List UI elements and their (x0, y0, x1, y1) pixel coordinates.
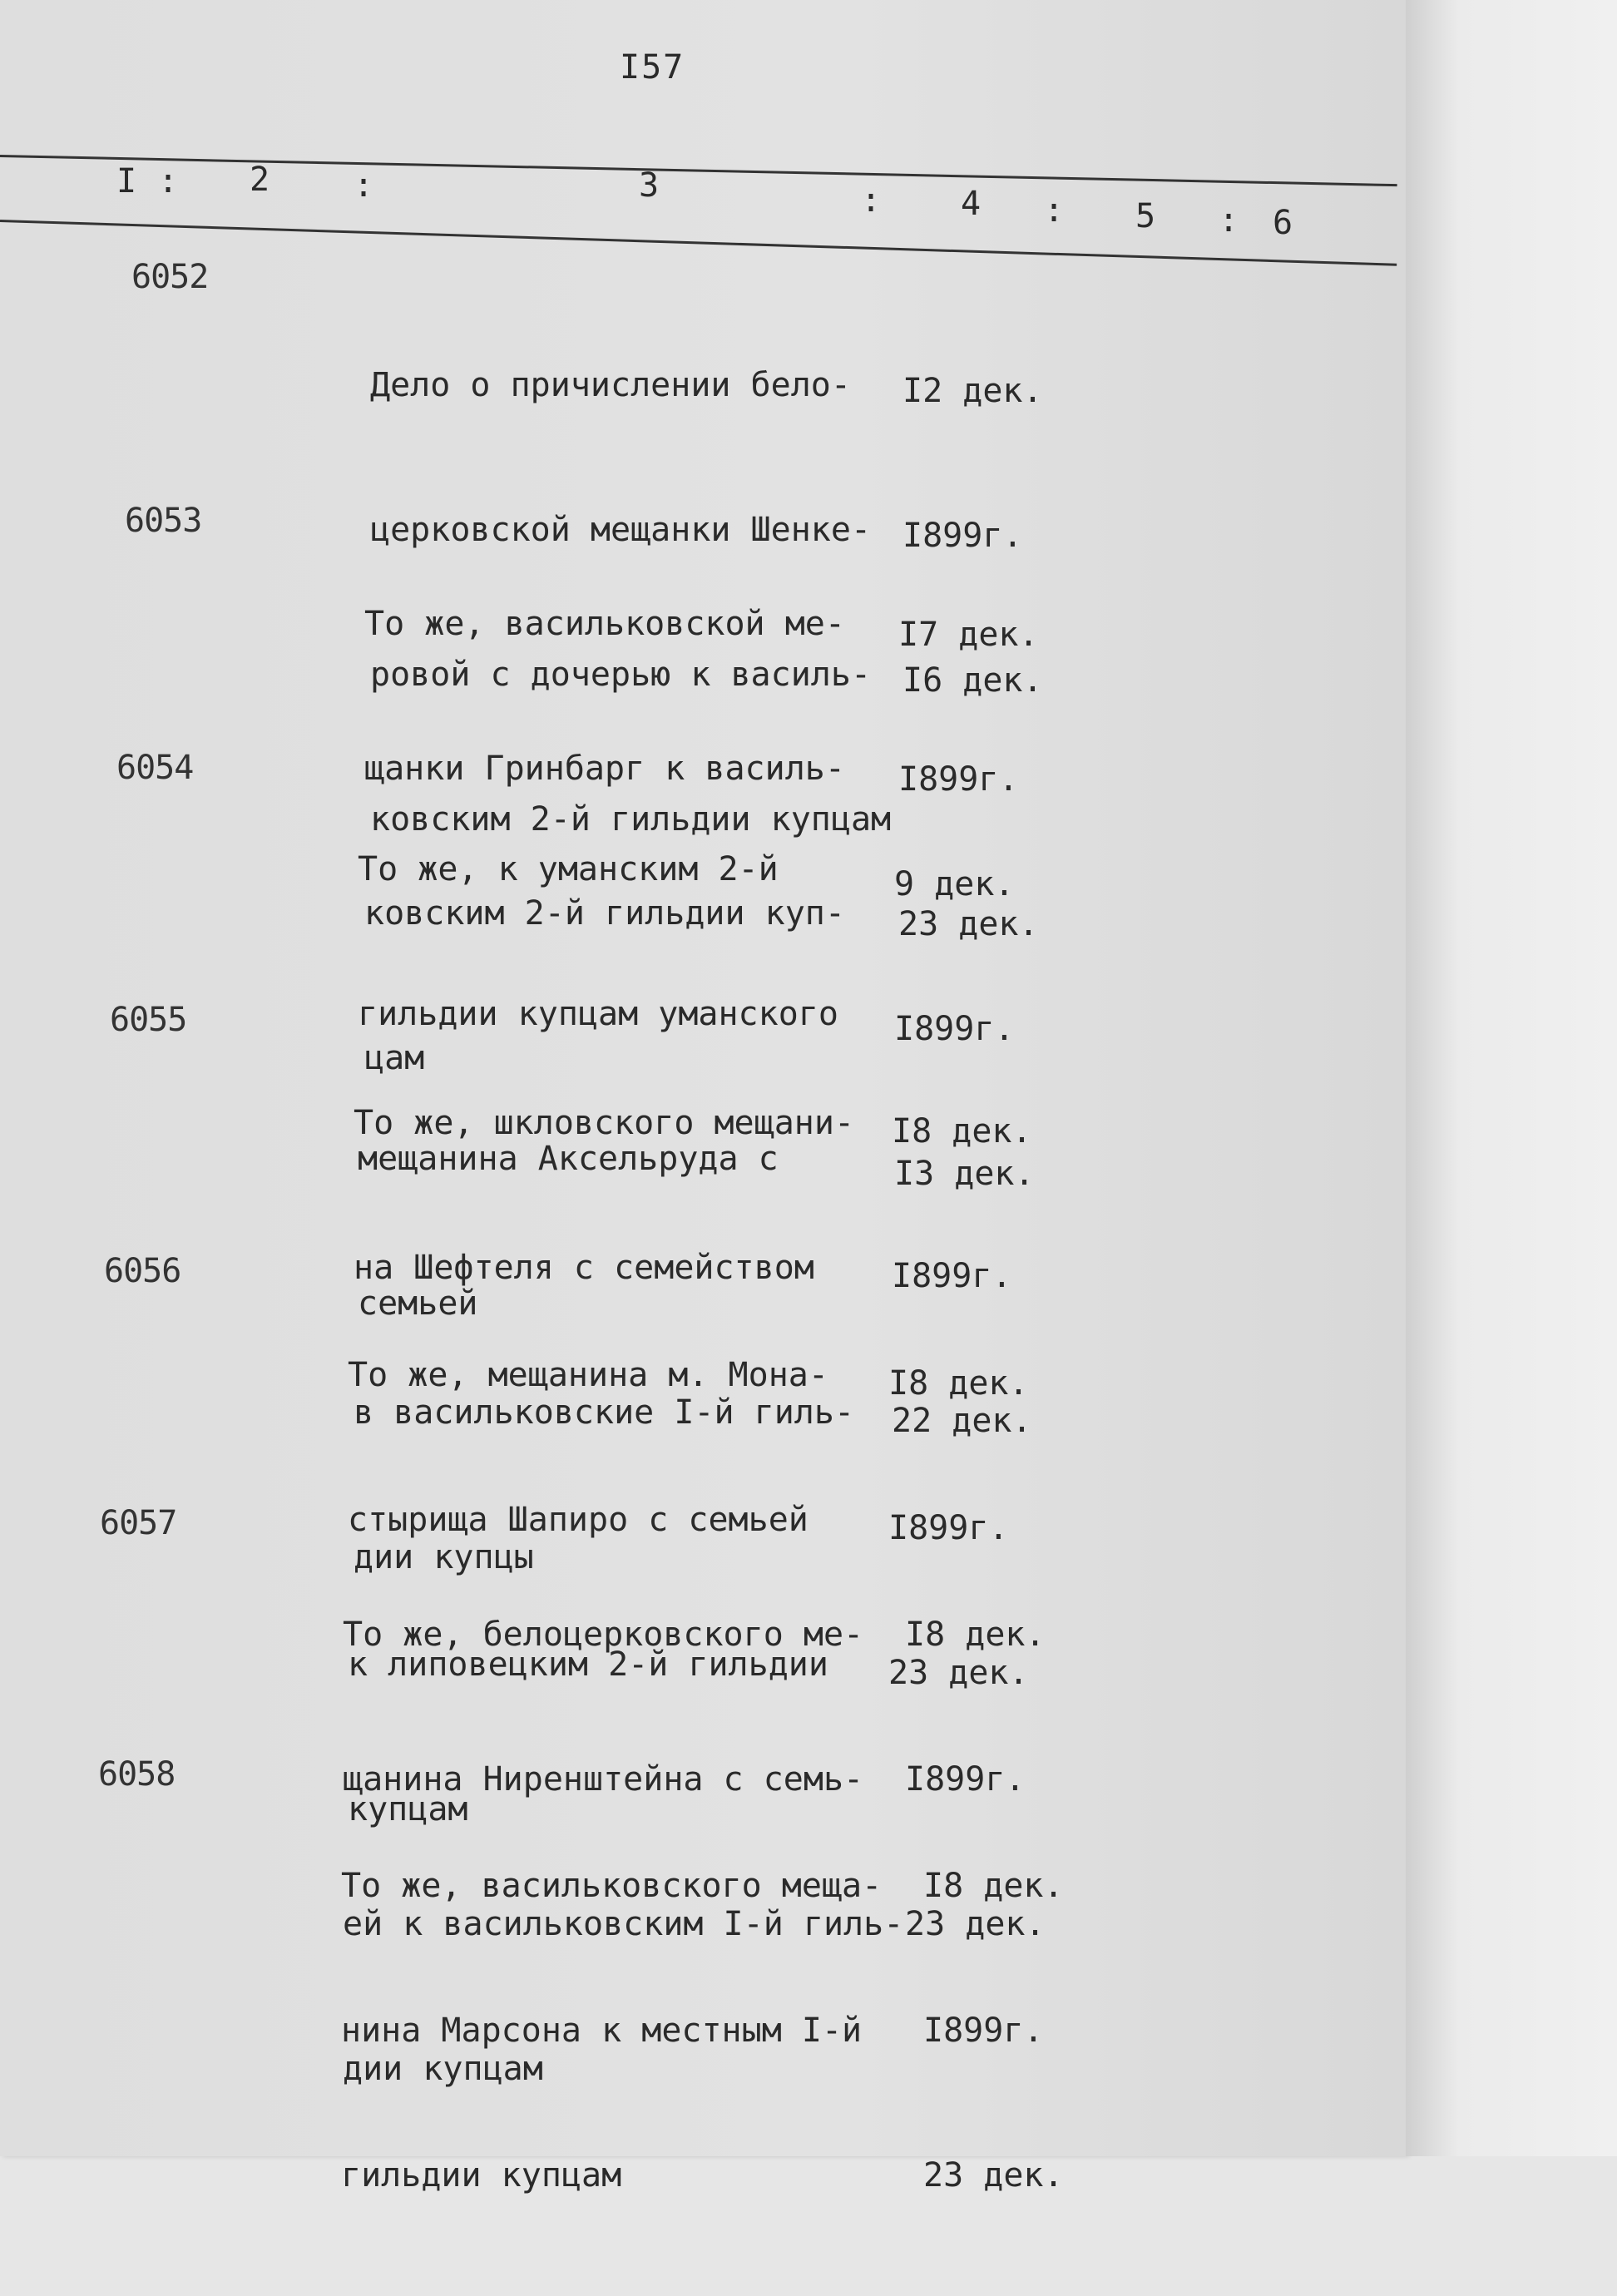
date-end: 22 дек. (892, 1402, 1032, 1440)
description-line: То же, васильковского меща- (341, 1867, 883, 1905)
description-line: мещанина Аксельруда с (358, 1140, 779, 1178)
date-year: I899г. (923, 2011, 1044, 2050)
column-header-separator: : (1219, 201, 1239, 240)
column-header-2: 2 (250, 161, 270, 199)
column-header-5: 5 (1135, 197, 1156, 235)
column-header-separator: : (1044, 191, 1065, 230)
record-number: 6056 (104, 1252, 181, 1290)
column-header-separator: : (354, 166, 374, 205)
date-year: I899г. (894, 1010, 1015, 1048)
date-year: I899г. (888, 1509, 1009, 1547)
description-line: церковской мещанки Шенке- (370, 511, 872, 549)
record-number: 6057 (100, 1504, 177, 1542)
description-line: нина Марсона к местным I-й (341, 2011, 863, 2050)
date-year: I899г. (905, 1760, 1026, 1799)
description-line: гильдии купцам уманского (358, 995, 838, 1033)
column-header-6: 6 (1273, 204, 1293, 242)
date-year: I899г. (898, 760, 1019, 799)
date-end: 23 дек. (888, 1654, 1029, 1692)
date-end: 23 дек. (898, 905, 1039, 943)
description-line: цам (364, 1039, 425, 1077)
description-line: То же, мещанина м. Мона- (348, 1356, 828, 1394)
description-line: ковским 2-й гильдии куп- (364, 894, 845, 933)
date-start: 9 дек. (894, 865, 1015, 903)
record-description (341, 1765, 882, 2296)
description-line: Дело о причислении бело- (370, 366, 851, 404)
description-line: ей к васильковским I-й гиль- (343, 1905, 904, 1943)
description-line: щанина Ниренштейна с семь- (343, 1760, 864, 1799)
column-header-separator: : (861, 181, 882, 220)
description-line: щанки Гринбарг к василь- (364, 750, 845, 788)
date-start: I8 дек. (892, 1112, 1032, 1150)
record-number: 6054 (116, 749, 194, 787)
description-line: семьей (358, 1284, 478, 1323)
description-line: То же, шкловского мещани- (354, 1104, 855, 1142)
date-start: I8 дек. (905, 1616, 1046, 1654)
description-line: купцам (348, 1790, 468, 1828)
column-header-3: 3 (639, 166, 660, 205)
date-start: I7 дек. (898, 616, 1039, 654)
record-dates (923, 1765, 1064, 2296)
column-header-separator: : (158, 162, 179, 200)
description-line: То же, васильковской ме- (364, 605, 845, 643)
description-line: на Шефтеля с семейством (354, 1249, 814, 1287)
description-line: стырища Шапиро с семьей (348, 1501, 808, 1539)
record-number: 6052 (131, 258, 209, 296)
underlying-page-edge (1406, 0, 1617, 2156)
description-line: к липовецким 2-й гильдии (348, 1645, 828, 1684)
date-start: I2 дек. (902, 372, 1043, 410)
date-start: I8 дек. (923, 1867, 1064, 1905)
record-number: 6053 (125, 502, 202, 540)
page-number: I57 (620, 48, 685, 87)
date-year: I899г. (892, 1257, 1012, 1295)
date-end: I3 дек. (894, 1155, 1035, 1193)
description-line: То же, к уманским 2-й (358, 850, 779, 888)
description-line: То же, белоцерковского ме- (343, 1616, 864, 1654)
record-number: 6058 (98, 1755, 176, 1794)
record-number: 6055 (110, 1001, 187, 1039)
description-line: гильдии купцам (341, 2156, 622, 2195)
date-end: 23 дек. (923, 2156, 1064, 2195)
column-header-4: 4 (961, 185, 982, 223)
date-year: I899г. (902, 517, 1023, 555)
description-line: в васильковские I-й гиль- (354, 1393, 855, 1432)
date-start: I8 дек. (888, 1364, 1029, 1403)
date-end: 23 дек. (905, 1905, 1046, 1943)
column-header-1: I (116, 162, 137, 200)
description-line: ковским 2-й гильдии купцам (370, 800, 892, 839)
description-line: дии купцы (354, 1538, 534, 1576)
date-end: I6 дек. (902, 661, 1043, 700)
description-line: ровой с дочерью к василь- (370, 656, 872, 694)
description-line: дии купцам (343, 2050, 543, 2088)
